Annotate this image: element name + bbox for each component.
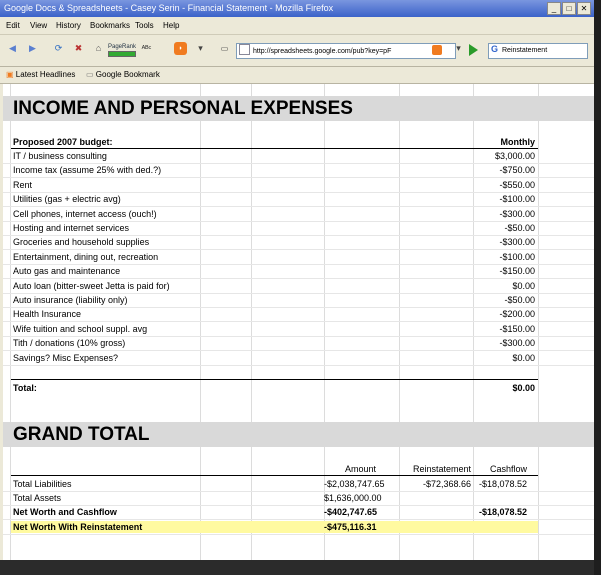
grand-row-reinstatement: -$72,368.66 xyxy=(422,479,471,489)
amount-header: Amount xyxy=(344,464,376,474)
maximize-button[interactable]: □ xyxy=(562,2,576,15)
grand-row-label: Net Worth With Reinstatement xyxy=(13,521,143,532)
grand-total-title: GRAND TOTAL xyxy=(13,424,150,445)
budget-row-label: Tith / donations (10% gross) xyxy=(13,338,126,349)
spellcheck-icon[interactable]: ᴬᴮᶜ xyxy=(141,44,152,53)
budget-row-value: -$200.00 xyxy=(499,309,535,320)
grand-row-cashflow: -$18,078.52 xyxy=(478,479,527,489)
budget-row-value: $0.00 xyxy=(512,352,535,363)
grand-row-amount: -$2,038,747.65 xyxy=(324,479,385,489)
grand-row-label: Total Liabilities xyxy=(13,479,72,489)
budget-row-label: Health Insurance xyxy=(13,309,82,320)
url-dropdown-icon[interactable]: ▾ xyxy=(456,43,461,53)
grid-line xyxy=(3,491,594,492)
total-rule xyxy=(11,379,538,380)
grand-row-cashflow: -$18,078.52 xyxy=(478,507,527,518)
menu-tools[interactable]: Tools xyxy=(135,21,154,30)
spreadsheet-view[interactable] xyxy=(3,84,594,560)
home-icon[interactable]: ⌂ xyxy=(95,43,102,53)
grand-header-rule xyxy=(11,475,538,476)
budget-row-value: -$50.00 xyxy=(504,295,535,305)
budget-row-label: Savings? Misc Expenses? xyxy=(13,352,119,363)
grand-row-amount: -$475,116.31 xyxy=(324,521,377,532)
budget-row-label: Cell phones, internet access (ouch!) xyxy=(13,208,157,219)
cashflow-header: Cashflow xyxy=(489,464,527,474)
budget-row-label: IT / business consulting xyxy=(13,151,107,161)
close-button[interactable]: ✕ xyxy=(577,2,591,15)
reload-icon[interactable]: ⟳ xyxy=(54,43,63,53)
budget-row-value: -$300.00 xyxy=(499,237,535,248)
bookmark-google[interactable] xyxy=(86,66,160,83)
scrollbar[interactable] xyxy=(594,0,601,575)
total-label: Total: xyxy=(13,383,37,393)
grand-row-amount: -$402,747.65 xyxy=(324,507,378,518)
forward-icon[interactable]: ▶ xyxy=(29,43,36,53)
menu-bookmarks[interactable]: Bookmarks xyxy=(90,21,131,30)
window-title: Google Docs & Spreadsheets - Casey Serin - Financial Statement - Mozilla Firefox xyxy=(4,3,334,13)
feed-icon: ▣ xyxy=(6,70,14,79)
budget-row-label: Wife tuition and school suppl. avg xyxy=(13,323,148,334)
monthly-header: Monthly xyxy=(500,137,535,147)
budget-row-label: Utilities (gas + electric avg) xyxy=(13,194,121,205)
page-favicon xyxy=(239,44,250,55)
minimize-button[interactable]: _ xyxy=(547,2,561,15)
grid-line xyxy=(3,534,594,535)
page-icon: ▭ xyxy=(86,70,94,79)
header-rule xyxy=(11,148,538,149)
budget-row-value: $0.00 xyxy=(512,280,535,291)
menu-history[interactable]: History xyxy=(56,21,81,30)
page-icon[interactable]: ▭ xyxy=(220,44,229,53)
feed-icon[interactable]: ◗ xyxy=(174,42,187,55)
address-bar[interactable] xyxy=(236,43,456,59)
menu-edit[interactable]: Edit xyxy=(6,21,20,30)
total-value: $0.00 xyxy=(512,383,535,393)
bookmark-latest-headlines[interactable] xyxy=(6,66,75,83)
budget-row-value: -$550.00 xyxy=(499,179,535,190)
budget-header: Proposed 2007 budget: xyxy=(13,137,113,147)
window-controls xyxy=(547,2,591,15)
budget-row-value: $3,000.00 xyxy=(494,151,535,161)
budget-row-label: Auto insurance (liability only) xyxy=(13,295,128,305)
budget-row-label: Entertainment, dining out, recreation xyxy=(13,251,159,262)
budget-row-value: -$50.00 xyxy=(504,223,535,233)
budget-row-value: -$300.00 xyxy=(499,208,535,219)
rss-icon[interactable] xyxy=(432,45,442,55)
budget-row-value: -$150.00 xyxy=(499,266,535,277)
bookmark-label: Latest Headlines xyxy=(15,70,76,79)
navigation-toolbar xyxy=(0,34,594,67)
budget-row-value: -$150.00 xyxy=(499,323,535,334)
grid-line xyxy=(3,365,594,366)
pagerank-label: PageRank xyxy=(108,44,137,50)
sheet-title: INCOME AND PERSONAL EXPENSES xyxy=(13,98,353,119)
bookmarks-toolbar xyxy=(0,66,594,84)
search-box[interactable] xyxy=(488,43,588,59)
budget-row-label: Groceries and household supplies xyxy=(13,237,150,248)
url-text: http://spreadsheets.google.com/pub?key=pF xyxy=(253,48,392,55)
title-bar xyxy=(0,0,594,17)
dropdown-icon[interactable]: ▾ xyxy=(198,43,203,53)
menu-help[interactable]: Help xyxy=(163,21,180,30)
budget-row-label: Auto loan (bitter-sweet Jetta is paid for) xyxy=(13,280,170,291)
pagerank-bar xyxy=(108,51,136,57)
go-icon[interactable] xyxy=(469,44,478,56)
budget-row-value: -$750.00 xyxy=(499,165,535,176)
budget-row-label: Auto gas and maintenance xyxy=(13,266,121,277)
budget-row-label: Income tax (assume 25% with ded.?) xyxy=(13,165,162,176)
budget-row-value: -$100.00 xyxy=(499,194,535,205)
stop-icon[interactable]: ✖ xyxy=(74,43,83,53)
google-icon: G xyxy=(491,44,499,54)
budget-row-value: -$300.00 xyxy=(499,338,535,349)
budget-row-label: Hosting and internet services xyxy=(13,223,130,233)
reinstatement-header: Reinstatement xyxy=(412,464,471,474)
grand-row-amount: $1,636,000.00 xyxy=(324,493,382,504)
menu-view[interactable]: View xyxy=(30,21,48,30)
menu-bar xyxy=(0,17,594,35)
search-value: Reinstatement xyxy=(502,47,548,54)
grand-row-label: Total Assets xyxy=(13,493,62,504)
grand-row-label: Net Worth and Cashflow xyxy=(13,507,117,518)
budget-row-value: -$100.00 xyxy=(499,251,535,262)
budget-row-label: Rent xyxy=(13,179,33,190)
bookmark-label: Google Bookmark xyxy=(95,70,160,79)
back-icon[interactable]: ◀ xyxy=(9,43,16,53)
